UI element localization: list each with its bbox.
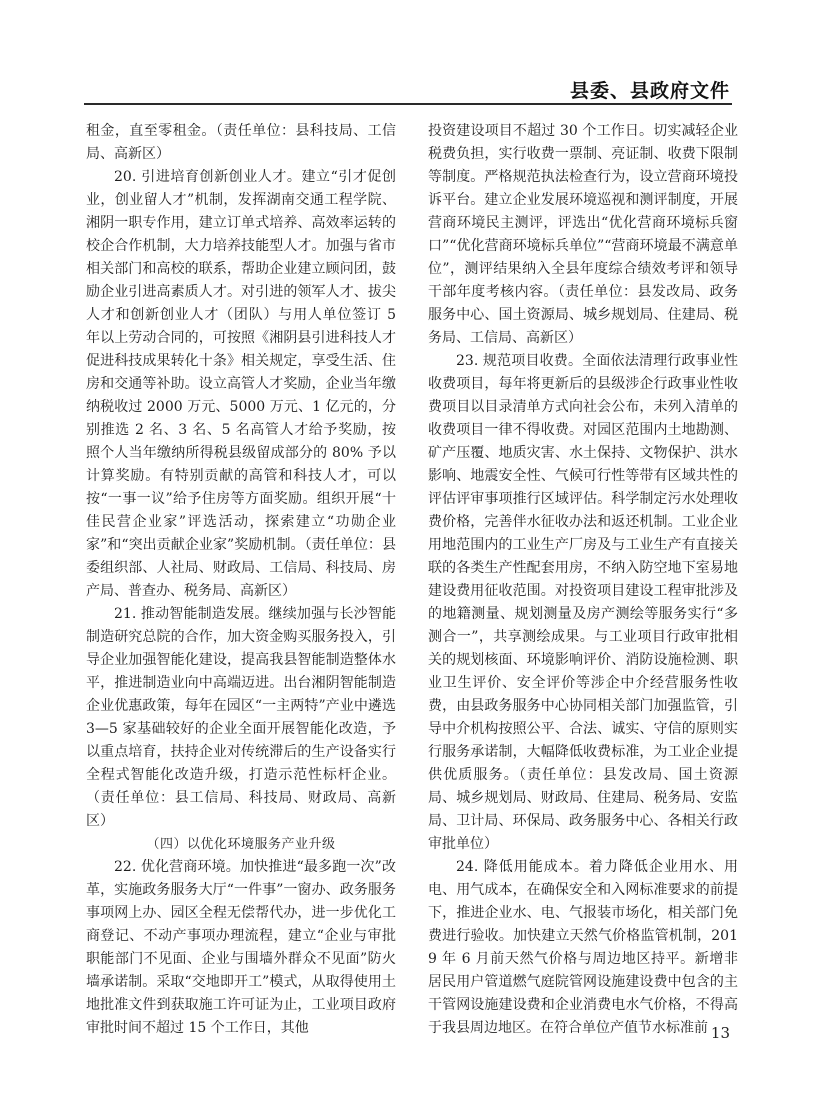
- section-paragraph: 21. 推动智能制造发展。继续加强与长沙智能制造研究总院的合作，加大资金购买服务投入，引导企业加强智能化建设，提高我县智能制造整体水平，推进制造业向中高端迈进。出台湘阴智能制造企业优惠政策，每年在园区“一主两特”产业中遴选 3—5 家基础较好的企业全面开展智能化改造，予以重点培育，扶持企业对传统滞后的生产设备实行全程式智能化改造升级，打造示范性标杆企业。（责任单位：县工信局、科技局、财政局、高新区）: [86, 606, 396, 829]
- header-divider: [84, 103, 732, 105]
- section-paragraph: 20. 引进培育创新创业人才。建立“引才促创业，创业留人才”机制，发挥湖南交通工程学院、湘阴一职专作用，建立订单式培养、高效率运转的校企合作机制，大力培养技能型人才。加强与省市相关部门和高校的联系，帮助企业建立顾问团，鼓励企业引进高素质人才。对引进的领军人才、拔尖人才和创新创业人才（团队）与用人单位签订 5 年以上劳动合同的，可按照《湘阴县引进科技人才促进科技成果转化十条》相关规定，享受生活、住房和交通等补助。设立高管人才奖励，企业当年缴纳税收过 2000 万元、5000 万元、1 亿元的，分别推选 2 名、3 名、5 名高管人才给予奖励，按照个人当年缴纳所得税县级留成部分的 80% 予以计算奖励。有特别贡献的高管和科技人才，可以按“一事一议”给予住房等方面奖励。组织开展“十佳民营企业家”评选活动，探索建立“功勋企业家”和“突出贡献企业家”奖励机制。（责任单位：县委组织部、人社局、财政局、工信局、科技局、房产局、普查办、税务局、高新区）: [86, 169, 396, 599]
- section-paragraph: 24. 降低用能成本。着力降低企业用水、用电、用气成本，在确保安全和入网标准要求的前提下，推进企业水、电、气报装市场化，相关部门免费进行验收。加快建立天然气价格监管机制，2019 年 6 月前天然气价格与周边地区持平。新增非居民用户管道燃气庭院管网设施建设费中包含的主干管网设施建设费和企业消费电水气价格，不得高于我县周边地区。在符合单位产值节水标准前: [428, 859, 738, 1036]
- left-column: [86, 120, 396, 1040]
- running-header-title: 县委、县政府文件: [569, 80, 730, 102]
- section-paragraph: 22. 优化营商环境。加快推进“最多跑一次”改革，实施政务服务大厅“一件事”一窗办、政务服务事项网上办、园区全程无偿帮代办，进一步优化工商登记、不动产事项办理流程，建立“企业与审批职能部门不见面、企业与围墙外群众不见面”防火墙承诺制。采取“交地即开工”模式，从取得使用土地批准文件到获取施工许可证为止，工业项目政府审批时间不超过 15 个工作日，其他: [86, 859, 396, 1036]
- continued-paragraph: 投资建设项目不超过 30 个工作日。切实减轻企业税费负担，实行收费一票制、亮证制、收费下限制等制度。严格规范执法检查行为，设立营商环境投诉平台。建立企业发展环境巡视和测评制度，开展营商环境民主测评，评选出“优化营商环境标兵窗口”“优化营商环境标兵单位”“营商环境最不满意单位”，测评结果纳入全县年度综合绩效考评和领导干部年度考核内容。（责任单位：县发改局、政务服务中心、国土资源局、城乡规划局、住建局、税务局、工信局、高新区）: [428, 123, 738, 346]
- section-paragraph: 23. 规范项目收费。全面依法清理行政事业性收费项目，每年将更新后的县级涉企行政事业性收费项目以目录清单方式向社会公布，未列入清单的收费项目一律不得收费。对园区范围内土地勘测、矿产压覆、地质灾害、水土保持、文物保护、洪水影响、地震安全性、气候可行性等带有区域共性的评估评审事项推行区域评估。科学制定污水处理收费价格，完善伴水征收办法和返还机制。工业企业用地范围内的工业生产厂房及与工业生产有直接关联的各类生产性配套用房，不纳入防空地下室易地建设费用征收范围。对投资项目建设工程审批涉及的地籍测量、规划测量及房产测绘等服务实行“多测合一”，共享测绘成果。与工业项目行政审批相关的规划核面、环境影响评价、消防设施检测、职业卫生评价、安全评价等涉企中介经营服务性收费，由县政务服务中心协同相关部门加强监管，引导中介机构按照公平、合法、诚实、守信的原则实行服务承诺制，大幅降低收费标准，为工业企业提供优质服务。（责任单位：县发改局、国土资源局、城乡规划局、财政局、住建局、税务局、安监局、卫计局、环保局、政务服务中心、各相关行政审批单位）: [428, 353, 738, 852]
- section-subheading: （四）以优化环境服务产业升级: [146, 837, 336, 852]
- page-number: 13: [710, 1024, 730, 1042]
- right-column: [428, 120, 738, 1040]
- continued-paragraph: 租金，直至零租金。（责任单位：县科技局、工信局、高新区）: [86, 123, 396, 162]
